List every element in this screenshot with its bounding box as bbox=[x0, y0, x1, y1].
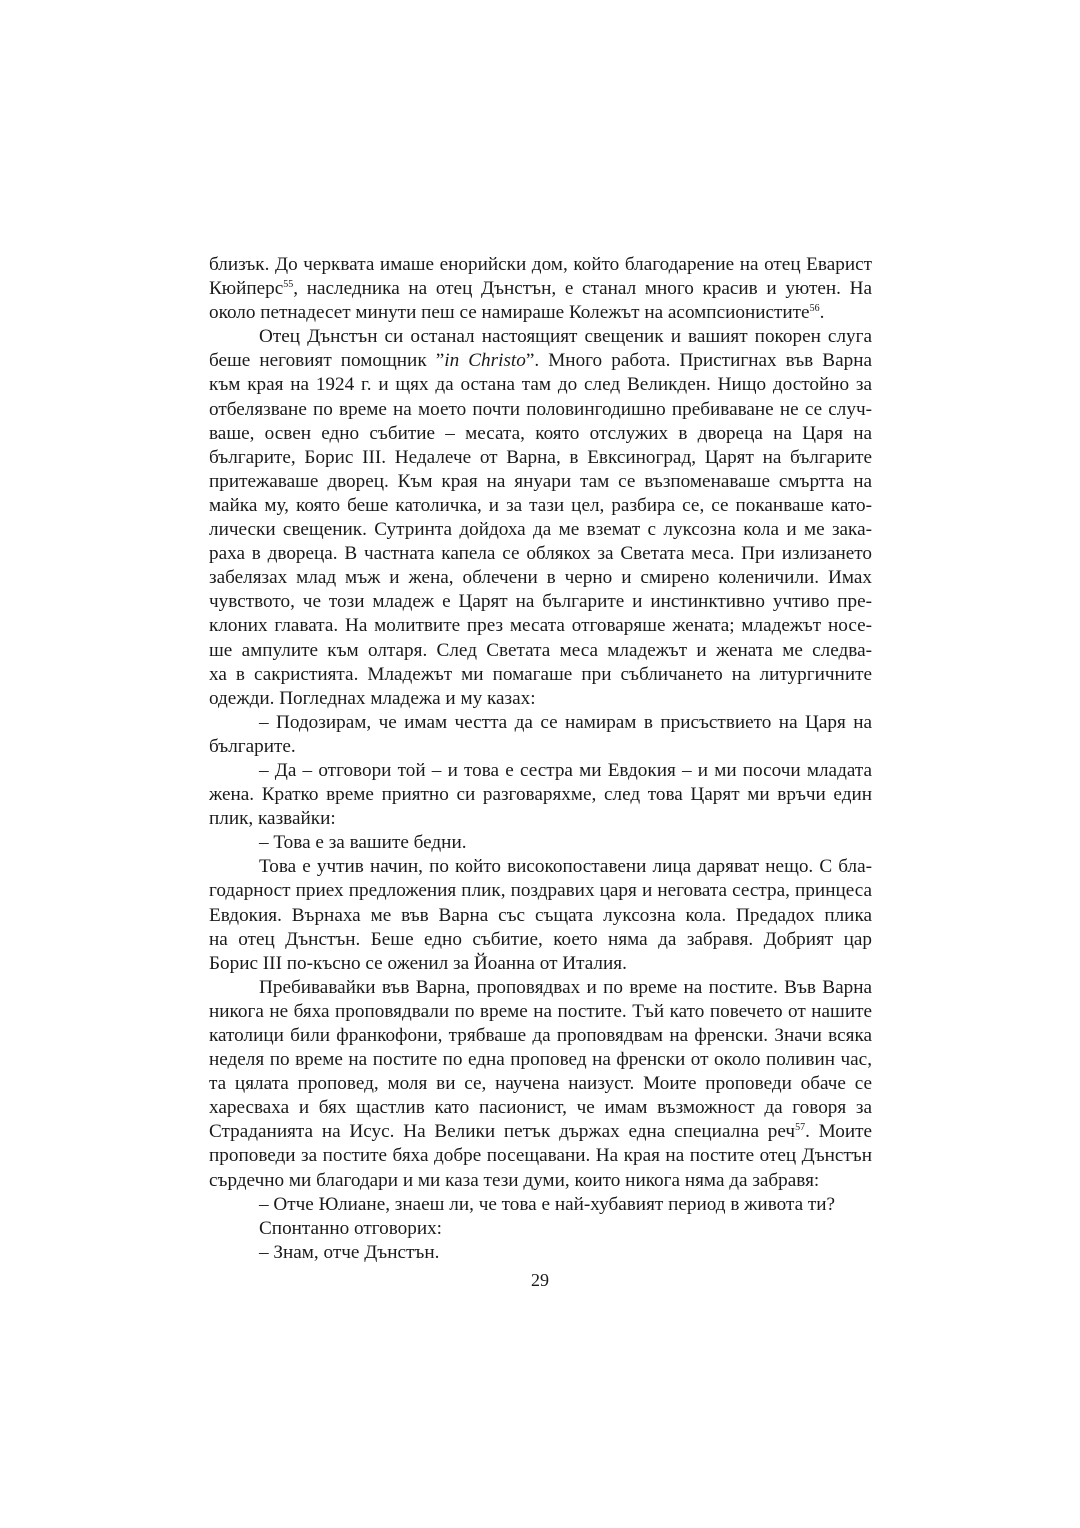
text-line: годарност приех предложения плик, поздравих царя и неговата сестра, принцеса bbox=[209, 880, 872, 902]
text-line: Отец Дънстън си останал настоящият свещеник и вашият покорен слуга bbox=[259, 326, 872, 348]
text-line: – Да – отговори той – и това е сестра ми Евдокия – и ми посочи младата bbox=[259, 759, 872, 781]
text-line: Борис III по-късно се оженил за Йоанна от Италия. bbox=[209, 952, 627, 974]
text-line: забелязах млад мъж и жена, облечени в черно и смирено коленичили. Имах bbox=[209, 567, 872, 589]
text-line: към края на 1924 г. и щях да остана там до след Великден. Нищо достойно за bbox=[209, 374, 872, 396]
text-line: одежди. Погледнах младежа и му казах: bbox=[209, 687, 536, 709]
text-line: българите. bbox=[209, 735, 296, 757]
text-line: българите, Борис III. Недалече от Варна, в Евксиноград, Царят на българите bbox=[209, 446, 872, 468]
text-line: ваше, освен едно събитие – месата, която отслужих в двореца на Царя на bbox=[209, 422, 872, 444]
text-line: плик, казвайки: bbox=[209, 808, 336, 830]
text-line: Пребивавайки във Варна, проповядвах и по време на постите. Във Варна bbox=[259, 976, 872, 998]
text-line: Страданията на Исус. На Велики петък държах една специална реч$^{57}$. Моите bbox=[209, 1121, 872, 1143]
text-line: клоних главата. На молитвите през месата отговаряше жената; младежът носе- bbox=[209, 615, 872, 637]
text-line: Това е учтив начин, по който високопоставени лица даряват нещо. С бла- bbox=[259, 856, 872, 878]
text-line: Спонтанно отговорих: bbox=[259, 1217, 443, 1239]
text-line: никога не бяха проповядвали по време на постите. Тъй като повечето от нашите bbox=[209, 1000, 872, 1022]
text-line: харесваха и бях щастлив като пасионист, че имам възможност да говоря за bbox=[209, 1097, 872, 1119]
text-line: чувството, че този младеж е Царят на българите и инстинктивно учтиво пре- bbox=[209, 591, 872, 613]
text-line: – Знам, отче Дънстън. bbox=[259, 1241, 440, 1263]
footnote-ref: 57 bbox=[795, 1122, 806, 1134]
text-line: беше неговият помощник ”in Christo”. Много работа. Пристигнах във Варна bbox=[209, 350, 872, 372]
text-line: сърдечно ми благодари и ми каза тези думи, които никога няма да забравя: bbox=[209, 1169, 820, 1191]
text-line: Евдокия. Върнаха ме във Варна със същата луксозна кола. Предадох плика bbox=[209, 904, 872, 926]
text-line: неделя по време на постите по една проповед на френски от около поливин час, bbox=[209, 1049, 872, 1071]
text-line: католици били франкофони, трябваше да проповядвам на френски. Значи всяка bbox=[209, 1025, 872, 1046]
text-line: около петнадесет минути пеш се намираше Колежът на асомпсионистите$^{56}$. bbox=[209, 302, 825, 324]
text-line: майка му, която беше католичка, и за тази цел, разбира се, се поканваше като- bbox=[209, 494, 872, 516]
footnote-ref: 56 bbox=[809, 303, 820, 315]
footnote-ref: 55 bbox=[283, 279, 294, 291]
text-line: на отец Дънстън. Беше едно събитие, което няма да забравя. Добрият цар bbox=[209, 928, 872, 950]
text-line: отбелязване по време на моето почти половингодишно пребиваване не се случ- bbox=[209, 398, 872, 420]
text-line: раха в двореца. В частната капела се облякох за Светата меса. При излизането bbox=[209, 543, 872, 565]
text-line: близък. До черквата имаше енорийски дом, който благодарение на отец Еварист bbox=[209, 254, 872, 275]
text-line: та цялата проповед, моля ви се, научена наизуст. Моите проповеди обаче се bbox=[209, 1073, 872, 1095]
text-line: притежаваше дворец. Към края на януари там се възпоменаваше смъртта на bbox=[209, 470, 872, 492]
text-line: жена. Кратко време приятно си разговаряхме, след това Царят ми връчи един bbox=[209, 784, 872, 806]
text-line: – Отче Юлиане, знаеш ли, че това е най-хубавият период в живота ти? bbox=[259, 1193, 836, 1215]
italic-phrase: in Christo bbox=[444, 350, 526, 372]
page-number: 29 bbox=[531, 1270, 549, 1290]
text-line: проповеди за постите бяха добре посещавани. На края на постите отец Дънстън bbox=[209, 1145, 872, 1167]
text-line: ше ампулите към олтаря. След Светата меса младежът и жената ме следва- bbox=[209, 639, 872, 661]
text-line: лически свещеник. Сутринта дойдоха да ме вземат с луксозна кола и ме зака- bbox=[209, 519, 872, 541]
text-line: – Подозирам, че имам честта да се намирам в присъствието на Царя на bbox=[259, 711, 872, 733]
body-text bbox=[209, 253, 872, 1265]
text-line: ха в сакристията. Младежът ми помагаше при събличането на литургичните bbox=[209, 663, 872, 685]
text-line: Кюйперс$^{55}$, наследника на отец Дънстън, е станал много красив и уютен. На bbox=[209, 278, 872, 300]
text-line: – Това е за вашите бедни. bbox=[259, 832, 467, 854]
